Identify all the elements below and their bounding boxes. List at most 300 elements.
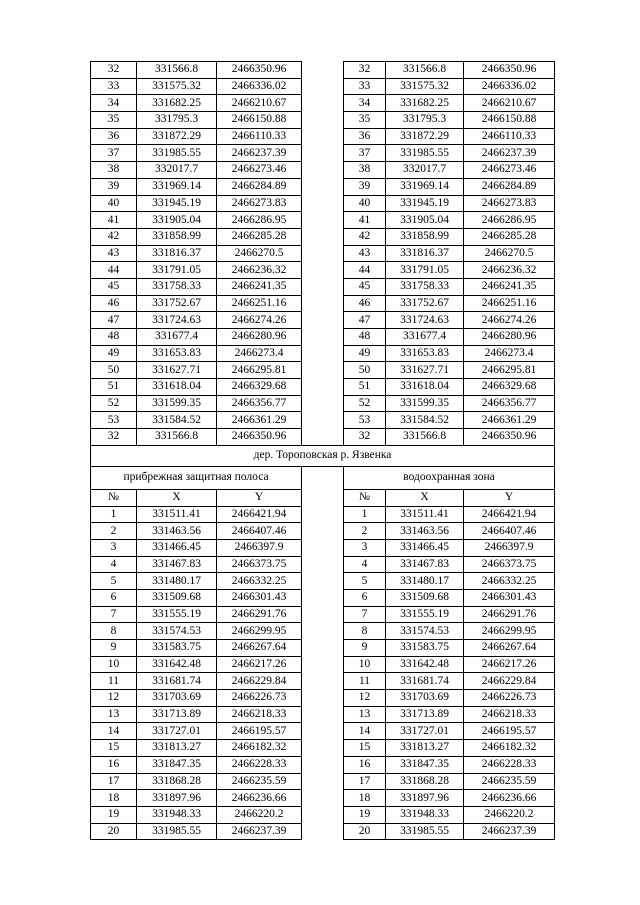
table-row: [91, 95, 555, 112]
right-point-number-cell: 53: [344, 412, 386, 429]
right-x-coordinate-cell: 332017.7: [386, 162, 464, 179]
table-row: [91, 690, 555, 707]
table-row: [91, 656, 555, 673]
column-gap: [302, 823, 344, 840]
left-y-coordinate-cell: 2466150.88: [217, 112, 302, 129]
right-y-coordinate-cell: 2466373.75: [464, 556, 555, 573]
column-gap: [302, 466, 344, 489]
column-gap: [302, 295, 344, 312]
column-gap: [302, 640, 344, 657]
right-y-coordinate-cell: 2466350.96: [464, 429, 555, 446]
left-point-number-cell: 32: [91, 62, 137, 79]
right-y-coordinate-cell: 2466218.33: [464, 706, 555, 723]
column-gap: [302, 623, 344, 640]
column-gap: [302, 723, 344, 740]
left-point-number-cell: 19: [91, 806, 137, 823]
right-point-number-cell: 1: [344, 506, 386, 523]
left-y-coordinate-cell: 2466286.95: [217, 212, 302, 229]
left-x-coordinate-cell: 331905.04: [137, 212, 217, 229]
left-y-coordinate-cell: 2466273.46: [217, 162, 302, 179]
left-y-coordinate-cell: 2466217.26: [217, 656, 302, 673]
left-y-coordinate-cell: 2466397.9: [217, 539, 302, 556]
left-x-coordinate-cell: 331872.29: [137, 128, 217, 145]
column-gap: [302, 706, 344, 723]
right-y-coordinate-cell: 2466361.29: [464, 412, 555, 429]
right-y-coordinate-cell: 2466299.95: [464, 623, 555, 640]
table-row: [91, 740, 555, 757]
right-y-coordinate-cell: 2466421.94: [464, 506, 555, 523]
left-y-coordinate-cell: 2466407.46: [217, 523, 302, 540]
right-x-coordinate-cell: 331509.68: [386, 589, 464, 606]
right-x-coordinate-cell: 331858.99: [386, 228, 464, 245]
left-point-number-cell: 48: [91, 329, 137, 346]
right-y-coordinate-cell: 2466273.46: [464, 162, 555, 179]
left-point-number-cell: 41: [91, 212, 137, 229]
right-x-coordinate-cell: 331905.04: [386, 212, 464, 229]
left-point-number-cell: 50: [91, 362, 137, 379]
left-y-coordinate-cell: 2466332.25: [217, 573, 302, 590]
left-point-number-cell: 17: [91, 773, 137, 790]
left-y-coordinate-cell: 2466295.81: [217, 362, 302, 379]
right-x-coordinate-cell: 331752.67: [386, 295, 464, 312]
right-point-number-cell: 2: [344, 523, 386, 540]
left-point-number-cell: 2: [91, 523, 137, 540]
left-x-coordinate-cell: 331724.63: [137, 312, 217, 329]
column-gap: [302, 690, 344, 707]
column-gap: [302, 78, 344, 95]
left-y-coordinate-cell: 2466356.77: [217, 395, 302, 412]
left-y-coordinate-cell: 2466361.29: [217, 412, 302, 429]
table-row: [91, 606, 555, 623]
left-x-coordinate-cell: 331677.4: [137, 329, 217, 346]
left-section-title: прибрежная защитная полоса: [91, 466, 302, 489]
table-row: [91, 506, 555, 523]
table-row: [91, 573, 555, 590]
left-y-coordinate-cell: 2466291.76: [217, 606, 302, 623]
coordinates-table-body: [91, 62, 555, 840]
table-row: [91, 278, 555, 295]
right-point-number-cell: 50: [344, 362, 386, 379]
right-x-coordinate-cell: 331511.41: [386, 506, 464, 523]
table-row: [91, 162, 555, 179]
right-point-number-cell: 45: [344, 278, 386, 295]
column-gap: [302, 740, 344, 757]
left-y-coordinate-cell: 2466237.39: [217, 145, 302, 162]
right-y-coordinate-cell: 2466397.9: [464, 539, 555, 556]
right-x-coordinate-cell: 331703.69: [386, 690, 464, 707]
right-point-number-cell: 6: [344, 589, 386, 606]
section-header-row: [91, 466, 555, 489]
right-point-number-cell: 11: [344, 673, 386, 690]
right-point-number-cell: 18: [344, 790, 386, 807]
table-row: [91, 823, 555, 840]
left-point-number-cell: 4: [91, 556, 137, 573]
right-y-coordinate-cell: 2466350.96: [464, 62, 555, 79]
right-x-coordinate-cell: 331653.83: [386, 345, 464, 362]
left-x-coordinate-cell: 331847.35: [137, 756, 217, 773]
left-y-coordinate-cell: 2466220.2: [217, 806, 302, 823]
right-x-coordinate-cell: 331566.8: [386, 429, 464, 446]
right-point-number-cell: 12: [344, 690, 386, 707]
left-y-coordinate-cell: 2466237.39: [217, 823, 302, 840]
column-gap: [302, 178, 344, 195]
left-y-coordinate-cell: 2466236.32: [217, 262, 302, 279]
left-point-number-cell: 5: [91, 573, 137, 590]
table-row: [91, 429, 555, 446]
left-point-number-cell: 44: [91, 262, 137, 279]
right-y-coordinate-cell: 2466220.2: [464, 806, 555, 823]
column-gap: [302, 262, 344, 279]
left-point-number-cell: 15: [91, 740, 137, 757]
left-point-number-cell: 6: [91, 589, 137, 606]
right-y-coordinate-cell: 2466273.83: [464, 195, 555, 212]
left-y-coordinate-cell: 2466251.16: [217, 295, 302, 312]
right-point-number-cell: 49: [344, 345, 386, 362]
column-gap: [302, 606, 344, 623]
table-row: [91, 62, 555, 79]
right-x-coordinate-cell: 331681.74: [386, 673, 464, 690]
right-point-number-cell: 44: [344, 262, 386, 279]
right-y-coordinate-cell: 2466291.76: [464, 606, 555, 623]
column-gap: [302, 329, 344, 346]
left-point-number-cell: 49: [91, 345, 137, 362]
right-x-coordinate-cell: 331467.83: [386, 556, 464, 573]
right-point-number-cell: 20: [344, 823, 386, 840]
right-x-coordinate-cell: 331555.19: [386, 606, 464, 623]
right-section-title: водоохранная зона: [344, 466, 555, 489]
column-header-row: [91, 489, 555, 506]
column-gap: [302, 556, 344, 573]
left-x-coordinate-cell: 331511.41: [137, 506, 217, 523]
left-point-number-cell: 53: [91, 412, 137, 429]
right-x-coordinate-cell: 331682.25: [386, 95, 464, 112]
left-point-number-cell: 33: [91, 78, 137, 95]
right-point-number-cell: 10: [344, 656, 386, 673]
right-y-coordinate-cell: 2466286.95: [464, 212, 555, 229]
left-x-coordinate-cell: 331985.55: [137, 145, 217, 162]
right-point-number-cell: 42: [344, 228, 386, 245]
right-point-number-cell: 52: [344, 395, 386, 412]
column-gap: [302, 489, 344, 506]
left-point-number-cell: 35: [91, 112, 137, 129]
left-point-number-cell: 14: [91, 723, 137, 740]
column-gap: [302, 573, 344, 590]
right-x-coordinate-cell: 331627.71: [386, 362, 464, 379]
location-title-row: [91, 445, 555, 466]
table-row: [91, 379, 555, 396]
left-x-coordinate-cell: 331466.45: [137, 539, 217, 556]
left-x-coordinate-cell: 331791.05: [137, 262, 217, 279]
right-point-number-cell: 37: [344, 145, 386, 162]
left-x-coordinate-cell: 331653.83: [137, 345, 217, 362]
left-x-coordinate-cell: 331727.01: [137, 723, 217, 740]
right-x-coordinate-cell: 331480.17: [386, 573, 464, 590]
table-row: [91, 395, 555, 412]
left-y-coordinate-cell: 2466267.64: [217, 640, 302, 657]
left-point-number-cell: 18: [91, 790, 137, 807]
table-row: [91, 640, 555, 657]
left-y-coordinate-cell: 2466284.89: [217, 178, 302, 195]
left-y-coordinate-cell: 2466273.83: [217, 195, 302, 212]
column-gap: [302, 756, 344, 773]
right-x-coordinate-cell: 331463.56: [386, 523, 464, 540]
left-point-number-cell: 38: [91, 162, 137, 179]
right-point-number-cell: 9: [344, 640, 386, 657]
table-row: [91, 523, 555, 540]
right-x-coordinate-cell: 331813.27: [386, 740, 464, 757]
left-y-coordinate-cell: 2466285.28: [217, 228, 302, 245]
left-point-number-cell: 32: [91, 429, 137, 446]
left-point-number-cell: 9: [91, 640, 137, 657]
left-x-coordinate-cell: 331575.32: [137, 78, 217, 95]
right-point-number-cell: 17: [344, 773, 386, 790]
right-x-coordinate-cell: 331847.35: [386, 756, 464, 773]
left-x-coordinate-cell: 331467.83: [137, 556, 217, 573]
left-x-coordinate-cell: 331642.48: [137, 656, 217, 673]
left-x-coordinate-cell: 331681.74: [137, 673, 217, 690]
right-x-coordinate-cell: 331727.01: [386, 723, 464, 740]
left-y-coordinate-cell: 2466421.94: [217, 506, 302, 523]
right-y-coordinate-cell: 2466295.81: [464, 362, 555, 379]
column-gap: [302, 145, 344, 162]
left-point-number-cell: 8: [91, 623, 137, 640]
left-y-coordinate-cell: 2466280.96: [217, 329, 302, 346]
left-number-header: №: [91, 489, 137, 506]
right-y-coordinate-cell: 2466210.67: [464, 95, 555, 112]
right-x-coordinate-cell: 331758.33: [386, 278, 464, 295]
left-x-coordinate-cell: 331897.96: [137, 790, 217, 807]
right-x-coordinate-cell: 331872.29: [386, 128, 464, 145]
left-x-coordinate-cell: 332017.7: [137, 162, 217, 179]
table-row: [91, 329, 555, 346]
column-gap: [302, 790, 344, 807]
left-y-coordinate-cell: 2466226.73: [217, 690, 302, 707]
right-point-number-cell: 47: [344, 312, 386, 329]
right-y-coordinate-cell: 2466274.26: [464, 312, 555, 329]
left-x-coordinate-cell: 331509.68: [137, 589, 217, 606]
table-row: [91, 78, 555, 95]
left-x-coordinate-cell: 331858.99: [137, 228, 217, 245]
left-point-number-cell: 3: [91, 539, 137, 556]
left-point-number-cell: 13: [91, 706, 137, 723]
right-point-number-cell: 43: [344, 245, 386, 262]
right-y-coordinate-cell: 2466226.73: [464, 690, 555, 707]
left-x-coordinate-cell: 331555.19: [137, 606, 217, 623]
column-gap: [302, 312, 344, 329]
left-x-coordinate-cell: 331574.53: [137, 623, 217, 640]
right-point-number-cell: 8: [344, 623, 386, 640]
left-y-header: Y: [217, 489, 302, 506]
location-title: дер. Тороповская р. Язвенка: [91, 445, 555, 466]
right-y-coordinate-cell: 2466407.46: [464, 523, 555, 540]
column-gap: [302, 362, 344, 379]
right-y-header: Y: [464, 489, 555, 506]
left-point-number-cell: 46: [91, 295, 137, 312]
column-gap: [302, 245, 344, 262]
table-row: [91, 362, 555, 379]
left-point-number-cell: 42: [91, 228, 137, 245]
right-x-coordinate-cell: 331868.28: [386, 773, 464, 790]
right-y-coordinate-cell: 2466150.88: [464, 112, 555, 129]
column-gap: [302, 539, 344, 556]
left-y-coordinate-cell: 2466273.4: [217, 345, 302, 362]
left-y-coordinate-cell: 2466229.84: [217, 673, 302, 690]
table-row: [91, 539, 555, 556]
right-y-coordinate-cell: 2466236.66: [464, 790, 555, 807]
right-point-number-cell: 15: [344, 740, 386, 757]
right-y-coordinate-cell: 2466237.39: [464, 145, 555, 162]
right-point-number-cell: 39: [344, 178, 386, 195]
column-gap: [302, 112, 344, 129]
right-point-number-cell: 36: [344, 128, 386, 145]
right-point-number-cell: 33: [344, 78, 386, 95]
column-gap: [302, 345, 344, 362]
right-y-coordinate-cell: 2466336.02: [464, 78, 555, 95]
column-gap: [302, 212, 344, 229]
left-y-coordinate-cell: 2466350.96: [217, 62, 302, 79]
left-x-coordinate-cell: 331682.25: [137, 95, 217, 112]
right-y-coordinate-cell: 2466228.33: [464, 756, 555, 773]
table-row: [91, 723, 555, 740]
left-x-coordinate-cell: 331463.56: [137, 523, 217, 540]
right-point-number-cell: 41: [344, 212, 386, 229]
right-y-coordinate-cell: 2466236.32: [464, 262, 555, 279]
left-point-number-cell: 36: [91, 128, 137, 145]
left-point-number-cell: 12: [91, 690, 137, 707]
right-x-header: X: [386, 489, 464, 506]
column-gap: [302, 412, 344, 429]
right-x-coordinate-cell: 331948.33: [386, 806, 464, 823]
left-x-coordinate-cell: 331985.55: [137, 823, 217, 840]
left-x-header: X: [137, 489, 217, 506]
right-y-coordinate-cell: 2466235.59: [464, 773, 555, 790]
right-x-coordinate-cell: 331969.14: [386, 178, 464, 195]
right-point-number-cell: 40: [344, 195, 386, 212]
right-y-coordinate-cell: 2466285.28: [464, 228, 555, 245]
table-row: [91, 623, 555, 640]
column-gap: [302, 162, 344, 179]
table-row: [91, 128, 555, 145]
left-x-coordinate-cell: 331868.28: [137, 773, 217, 790]
table-row: [91, 212, 555, 229]
right-x-coordinate-cell: 331795.3: [386, 112, 464, 129]
left-point-number-cell: 51: [91, 379, 137, 396]
left-y-coordinate-cell: 2466299.95: [217, 623, 302, 640]
column-gap: [302, 395, 344, 412]
right-x-coordinate-cell: 331791.05: [386, 262, 464, 279]
left-y-coordinate-cell: 2466336.02: [217, 78, 302, 95]
right-point-number-cell: 3: [344, 539, 386, 556]
right-x-coordinate-cell: 331575.32: [386, 78, 464, 95]
table-row: [91, 295, 555, 312]
left-x-coordinate-cell: 331583.75: [137, 640, 217, 657]
table-row: [91, 245, 555, 262]
right-point-number-cell: 51: [344, 379, 386, 396]
right-x-coordinate-cell: 331642.48: [386, 656, 464, 673]
column-gap: [302, 278, 344, 295]
left-y-coordinate-cell: 2466236.66: [217, 790, 302, 807]
table-row: [91, 195, 555, 212]
column-gap: [302, 806, 344, 823]
right-point-number-cell: 34: [344, 95, 386, 112]
left-point-number-cell: 52: [91, 395, 137, 412]
left-x-coordinate-cell: 331795.3: [137, 112, 217, 129]
right-x-coordinate-cell: 331583.75: [386, 640, 464, 657]
left-point-number-cell: 45: [91, 278, 137, 295]
right-y-coordinate-cell: 2466356.77: [464, 395, 555, 412]
right-x-coordinate-cell: 331816.37: [386, 245, 464, 262]
right-x-coordinate-cell: 331985.55: [386, 145, 464, 162]
right-point-number-cell: 19: [344, 806, 386, 823]
left-x-coordinate-cell: 331566.8: [137, 429, 217, 446]
left-point-number-cell: 47: [91, 312, 137, 329]
right-y-coordinate-cell: 2466273.4: [464, 345, 555, 362]
left-x-coordinate-cell: 331480.17: [137, 573, 217, 590]
left-x-coordinate-cell: 331945.19: [137, 195, 217, 212]
right-x-coordinate-cell: 331724.63: [386, 312, 464, 329]
left-y-coordinate-cell: 2466329.68: [217, 379, 302, 396]
left-y-coordinate-cell: 2466241.35: [217, 278, 302, 295]
left-point-number-cell: 11: [91, 673, 137, 690]
table-row: [91, 790, 555, 807]
table-row: [91, 706, 555, 723]
table-row: [91, 178, 555, 195]
right-point-number-cell: 16: [344, 756, 386, 773]
right-point-number-cell: 14: [344, 723, 386, 740]
table-row: [91, 412, 555, 429]
column-gap: [302, 62, 344, 79]
table-row: [91, 756, 555, 773]
column-gap: [302, 128, 344, 145]
left-point-number-cell: 16: [91, 756, 137, 773]
column-gap: [302, 523, 344, 540]
left-y-coordinate-cell: 2466373.75: [217, 556, 302, 573]
table-row: [91, 262, 555, 279]
right-point-number-cell: 32: [344, 429, 386, 446]
left-x-coordinate-cell: 331969.14: [137, 178, 217, 195]
table-row: [91, 589, 555, 606]
left-x-coordinate-cell: 331584.52: [137, 412, 217, 429]
table-row: [91, 228, 555, 245]
right-x-coordinate-cell: 331599.35: [386, 395, 464, 412]
table-row: [91, 806, 555, 823]
left-y-coordinate-cell: 2466274.26: [217, 312, 302, 329]
table-row: [91, 556, 555, 573]
right-y-coordinate-cell: 2466229.84: [464, 673, 555, 690]
left-point-number-cell: 37: [91, 145, 137, 162]
left-point-number-cell: 10: [91, 656, 137, 673]
right-x-coordinate-cell: 331945.19: [386, 195, 464, 212]
right-point-number-cell: 48: [344, 329, 386, 346]
table-row: [91, 673, 555, 690]
table-row: [91, 345, 555, 362]
right-x-coordinate-cell: 331897.96: [386, 790, 464, 807]
right-y-coordinate-cell: 2466329.68: [464, 379, 555, 396]
left-y-coordinate-cell: 2466350.96: [217, 429, 302, 446]
left-y-coordinate-cell: 2466228.33: [217, 756, 302, 773]
left-x-coordinate-cell: 331599.35: [137, 395, 217, 412]
right-point-number-cell: 32: [344, 62, 386, 79]
left-point-number-cell: 40: [91, 195, 137, 212]
right-y-coordinate-cell: 2466301.43: [464, 589, 555, 606]
right-y-coordinate-cell: 2466280.96: [464, 329, 555, 346]
right-y-coordinate-cell: 2466284.89: [464, 178, 555, 195]
column-gap: [302, 195, 344, 212]
left-x-coordinate-cell: 331752.67: [137, 295, 217, 312]
left-y-coordinate-cell: 2466301.43: [217, 589, 302, 606]
column-gap: [302, 773, 344, 790]
left-y-coordinate-cell: 2466210.67: [217, 95, 302, 112]
